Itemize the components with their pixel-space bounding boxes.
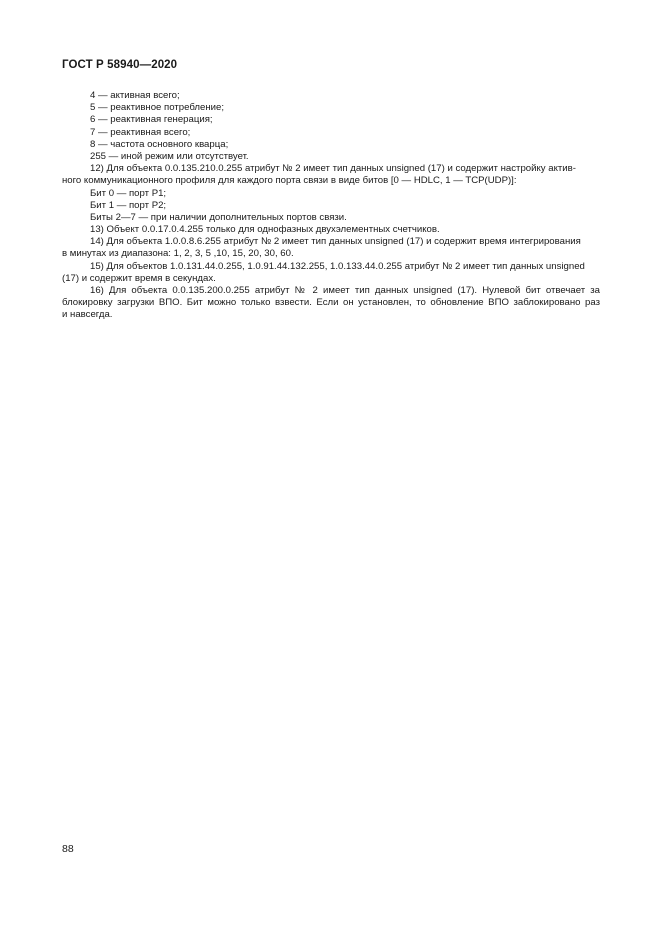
text-line-255: 255 — иной режим или отсутствует.	[90, 150, 249, 162]
text-line-8: 8 — частота основного кварца;	[90, 138, 229, 150]
bit-1-line: Бит 1 — порт P2;	[90, 199, 167, 211]
note-16-line-3: и навсегда.	[62, 309, 113, 321]
bits-2-7-line: Биты 2—7 — при наличии дополнительных портов связи.	[90, 211, 347, 223]
note-15-line-2: (17) и содержит время в секундах.	[62, 272, 216, 284]
text-line-7: 7 — реактивная всего;	[90, 126, 191, 138]
note-12-line-2: ного коммуникационного профиля для каждого порта связи в виде битов [0 — HDLC, 1 — TCP(UDP)]:	[62, 175, 517, 187]
page-number: 88	[62, 843, 74, 855]
note-14-line-1: 14) Для объекта 1.0.0.8.6.255 атрибут № 2 имеет тип данных unsigned (17) и содержит время интегрирования	[90, 236, 581, 248]
text-line-4: 4 — активная всего;	[90, 90, 180, 101]
bit-0-line: Бит 0 — порт P1;	[90, 187, 167, 199]
text-line-5: 5 — реактивное потребление;	[90, 102, 224, 114]
text-line-6: 6 — реактивная генерация;	[90, 114, 213, 126]
note-16-line-1: 16) Для объекта 0.0.135.200.0.255 атрибут № 2 имеет тип данных unsigned (17). Нулевой бит отвечает за	[90, 285, 600, 296]
document-header: ГОСТ Р 58940—2020	[62, 59, 178, 71]
note-16-line-2: блокировку загрузки ВПО. Бит можно только взвести. Если он установлен, то обновление ВПО заблокировано раз	[62, 297, 600, 309]
document-body	[62, 90, 600, 322]
note-13-line: 13) Объект 0.0.17.0.4.255 только для однофазных двухэлементных счетчиков.	[90, 224, 440, 236]
note-14-line-2: в минутах из диапазона: 1, 2, 3, 5 ,10, 15, 20, 30, 60.	[62, 248, 294, 260]
note-15-line-1: 15) Для объектов 1.0.131.44.0.255, 1.0.91.44.132.255, 1.0.133.44.0.255 атрибут № 2 имеет тип данных unsigned	[90, 260, 585, 272]
note-12-line-1: 12) Для объекта 0.0.135.210.0.255 атрибут № 2 имеет тип данных unsigned (17) и содержит настройку актив-	[90, 163, 576, 175]
